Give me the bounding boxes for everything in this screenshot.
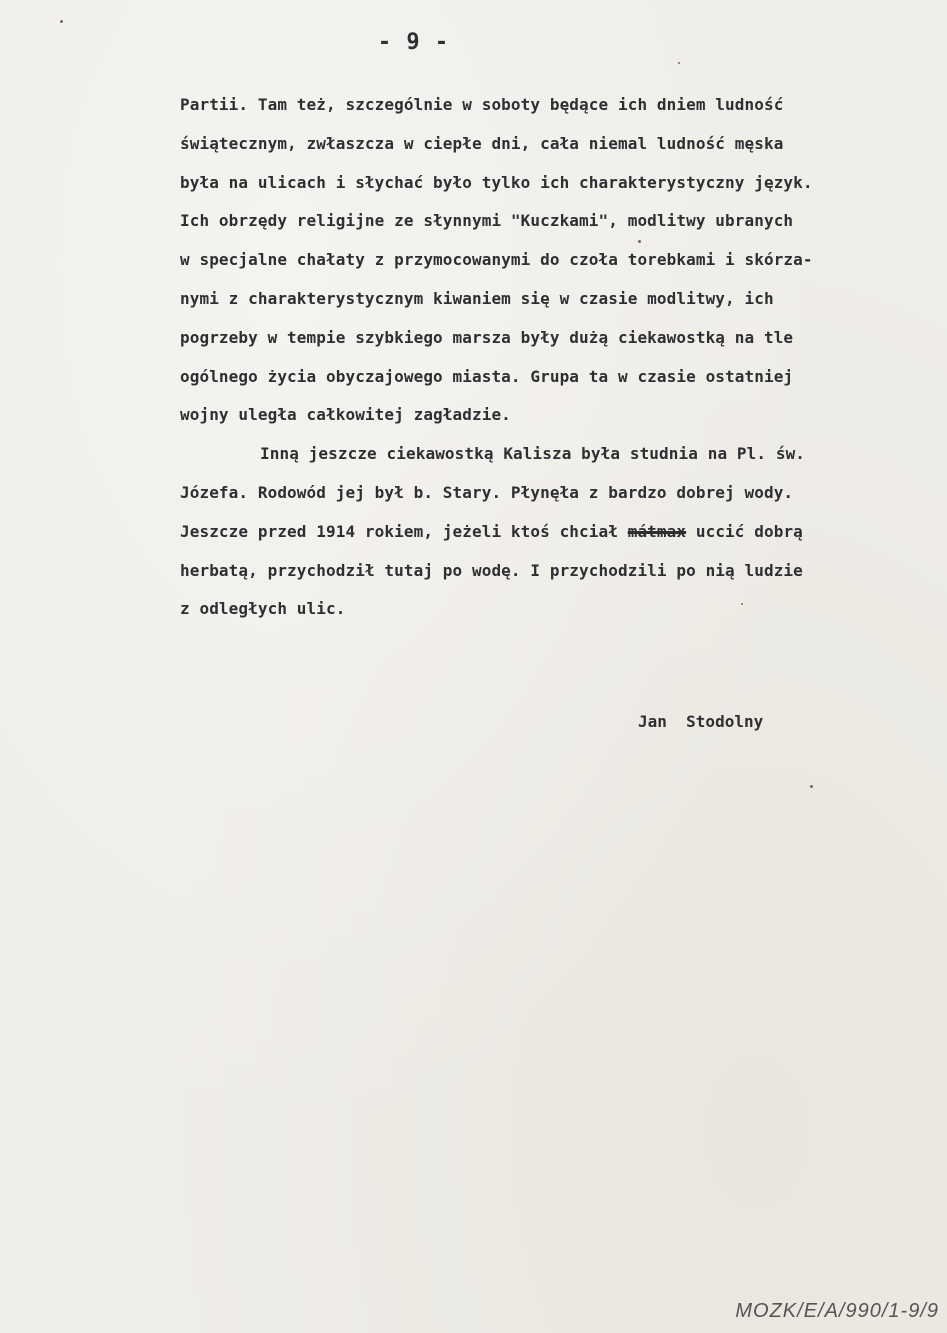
text-line: ogólnego życia obyczajowego miasta. Grupa ta w czasie ostatniej [180,366,794,386]
text-line-part: Jeszcze przed 1914 rokiem, jeżeli ktoś chciał [180,521,618,541]
text-line: świątecznym, zwłaszcza w ciepłe dni, cała niemal ludność męska [180,133,784,153]
text-line: była na ulicach i słychać było tylko ich charakterystyczny język. [180,172,813,192]
text-line: Inną jeszcze ciekawostką Kalisza była studnia na Pl. św. [260,444,806,464]
text-line-with-strikeout [180,513,928,552]
text-line: wojny uległa całkowitej zagładzie. [180,405,511,425]
text-line: herbatą, przychodził tutaj po wodę. I przychodzili po nią ludzie [180,560,803,580]
page-number: - 9 - [377,30,450,55]
paper-speck [638,240,641,243]
text-line: w specjalne chałaty z przymocowanymi do czoła torebkami i skórza- [180,250,813,270]
paper-speck [678,62,680,64]
author-signature: Jan Stodolny [638,712,764,731]
text-line: z odległych ulic. [180,599,346,619]
text-line: pogrzeby w tempie szybkiego marsza były dużą ciekawostką na tle [180,327,794,347]
text-line: Ich obrzędy religijne ze słynnymi "Kuczkami", modlitwy ubranych [180,211,794,231]
text-line: nymi z charakterystycznym kiwaniem się w czasie modlitwy, ich [180,288,774,308]
archive-reference-mark: MOZK/E/A/990/1-9/9 [735,1300,939,1322]
text-line-part: uccić dobrą [695,521,803,541]
text-line: Partii. Tam też, szczególnie w soboty będące ich dniem ludność [180,95,784,114]
paper-speck [741,603,743,605]
struck-out-word: mátmax [627,521,687,541]
body-text [180,86,928,629]
paper-speck [60,20,63,23]
paper-speck [810,785,813,788]
text-line: Józefa. Rodowód jej był b. Stary. Płynęła z bardzo dobrej wody. [180,482,794,502]
